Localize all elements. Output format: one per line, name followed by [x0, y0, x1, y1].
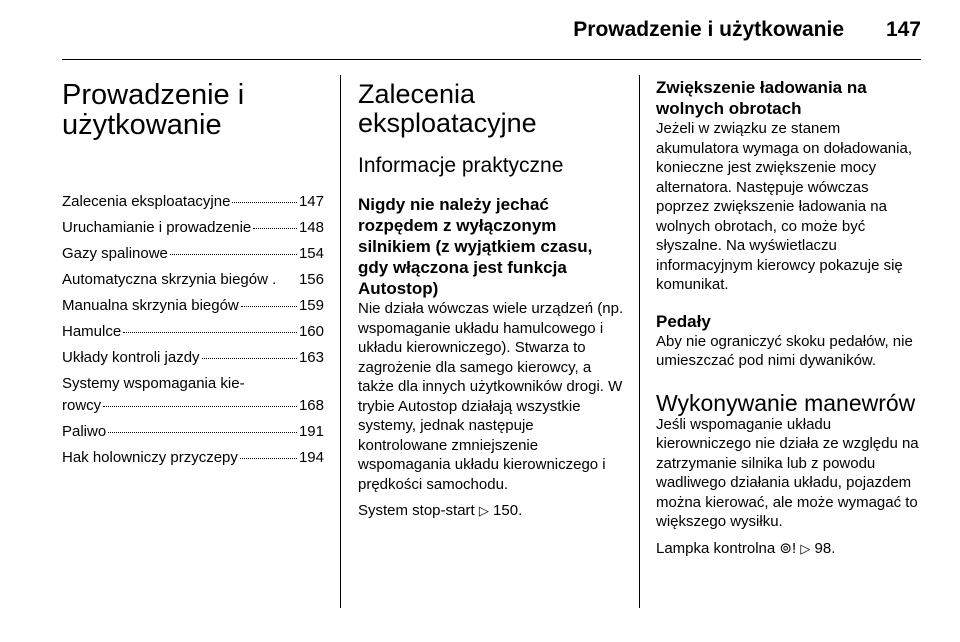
chapter-column [62, 72, 324, 473]
chapter-title: Prowadzenie i użytkowanie [62, 79, 245, 141]
body-paragraph: Jeśli wspomaganie układu kierowniczego nie działa ze względu na zatrzymanie silnika lub z powodu wadliwego działania układu, pojazdem można kierować, ale może wymagać to większego wysiłku. [656, 415, 919, 530]
body-paragraph: Aby nie ograniczyć skoku pedałów, nie umieszczać pod nimi dywaników. [656, 332, 913, 369]
subsection-title: Informacje praktyczne [358, 154, 564, 177]
toc-entry[interactable]: Hamulce 160 [62, 323, 324, 340]
page-reference[interactable]: 150. [493, 502, 523, 519]
warning-heading: Nigdy nie należy jechać rozpędem z wyłączonym silnikiem (z wyjątkiem czasu, gdy włączona jest funkcja Autostop) [358, 195, 593, 298]
right-column [656, 72, 924, 558]
reference-paragraph: System stop-start ▷ 150. [358, 502, 523, 519]
body-paragraph: Jeżeli w związku ze stanem akumulatora wymaga on doładowania, konieczne jest zwiększenie mocy alternatora. Następuje wówczas poprzez zwiększenie ładowania na wolnych obrotach, co może być słyszalne. Na wyświetlaczu informacyjnym kierowcy pokazuje się komunikat. [656, 120, 912, 293]
column-divider-1 [340, 75, 341, 608]
toc-entry[interactable]: Gazy spalinowe 154 [62, 245, 324, 262]
middle-column [358, 72, 624, 521]
subsection-title: Wykonywanie manewrów [656, 389, 916, 416]
toc-entry[interactable]: Zalecenia eksploatacyjne 147 [62, 193, 324, 210]
reference-arrow-icon: ▷ [478, 503, 489, 518]
body-paragraph: Nie działa wówczas wiele urządzeń (np. wspomaganie układu hamulcowego i układu kierowniczego). Stwarza to zagrożenie dla samego kierowcy, a także dla innych użytkowników drogi. W trybie Autostop działają wszystkie systemy, jednak następuje kontrolowane zmniejszenie wspomagania układu kierowniczego i prędkości samochodu. [358, 300, 624, 493]
header-rule [62, 59, 921, 60]
page-header [0, 0, 960, 62]
section-title: Zalecenia eksploatacyjne [358, 79, 537, 138]
toc-entry[interactable]: Systemy wspomagania kie- rowcy 168 [62, 375, 324, 414]
header-title: Prowadzenie i użytkowanie [573, 18, 844, 41]
table-of-contents [62, 191, 324, 469]
page-reference[interactable]: 98. [814, 539, 836, 557]
toc-entry[interactable]: Układy kontroli jazdy 163 [62, 349, 324, 366]
toc-entry[interactable]: Uruchamianie i prowadzenie 148 [62, 219, 324, 236]
idle-charging-heading: Zwiększenie ładowania na wolnych obrotach [656, 78, 867, 118]
reference-arrow-icon: ▷ [800, 540, 811, 556]
reference-paragraph: Lampka kontrolna ⊚! ▷ 98. [656, 539, 836, 557]
pedals-heading: Pedały [656, 311, 711, 331]
column-divider-2 [639, 75, 640, 608]
steering-warning-icon: ⊚! [779, 539, 797, 557]
toc-entry[interactable]: Automatyczna skrzynia biegów . 156 [62, 271, 324, 288]
toc-entry[interactable]: Hak holowniczy przyczepy 194 [62, 449, 324, 466]
toc-entry[interactable]: Manualna skrzynia biegów 159 [62, 297, 324, 314]
page-number: 147 [885, 18, 921, 41]
toc-entry[interactable]: Paliwo 191 [62, 423, 324, 440]
